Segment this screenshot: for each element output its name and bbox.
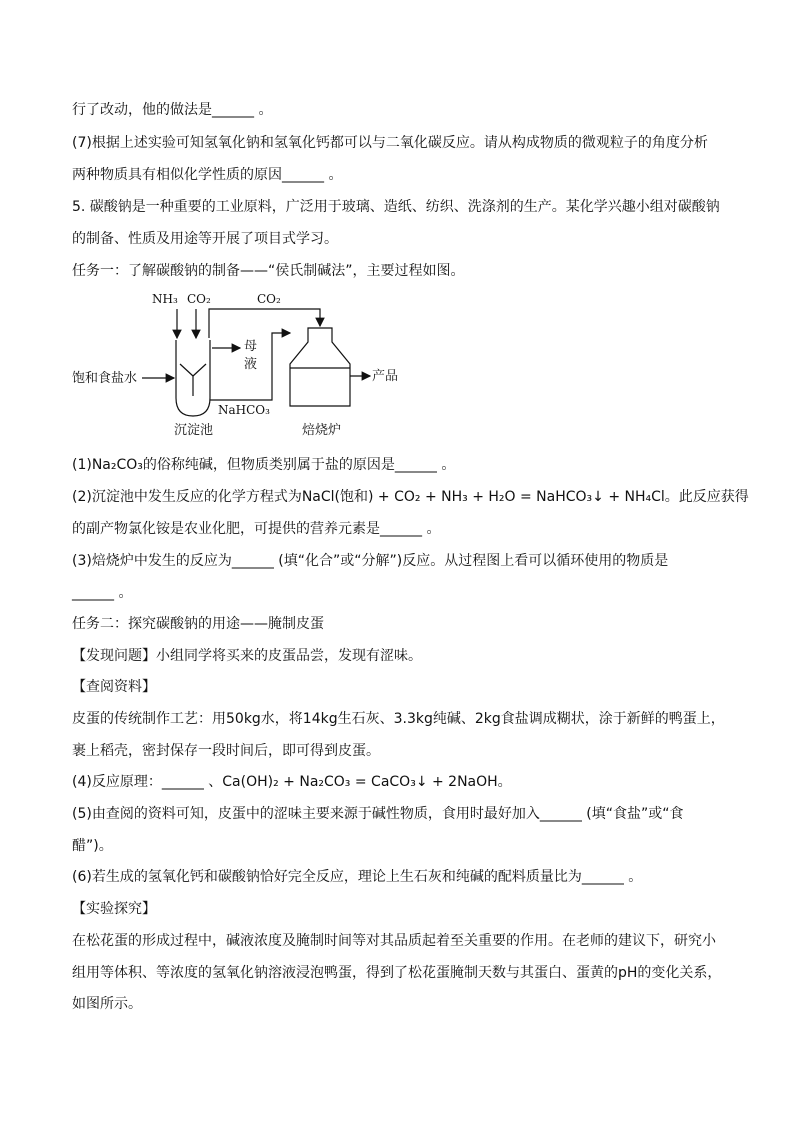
question-6: (6)若生成的氢氧化钙和碳酸钠恰好完全反应，理论上生石灰和纯碱的配料质量比为______ 。 (72, 869, 643, 885)
experiment-heading: 【实验探究】 (72, 901, 156, 917)
text-line: 的副产物氯化铵是农业化肥，可提供的营养元素是______ 。 (72, 521, 441, 537)
question-5: (5)由查阅的资料可知，皮蛋中的涩味主要来源于碱性物质，食用时最好加入______ (填“食盐”或“食 (72, 806, 684, 822)
text-line: 组用等体积、等浓度的氢氧化钠溶液浸泡鸭蛋，得到了松花蛋腌制天数与其蛋白、蛋黄的pH的变化关系， (72, 965, 722, 981)
text-line: 的制备、性质及用途等开展了项目式学习。 (72, 231, 338, 247)
text-line: ______ 。 (72, 585, 133, 601)
roasting-furnace (290, 328, 350, 406)
task-2-heading: 任务二：探究碳酸钠的用途——腌制皮蛋 (72, 616, 324, 632)
question-2: (2)沉淀池中发生反应的化学方程式为NaCl(饱和) + CO₂ + NH₃ + H₂O = NaHCO₃↓ + NH₄Cl。此反应获得 (72, 489, 749, 505)
brine-label: 饱和食盐水 (72, 371, 138, 386)
text-line: 裹上稻壳，密封保存一段时间后，即可得到皮蛋。 (72, 743, 380, 759)
discover-problem: 【发现问题】小组同学将买来的皮蛋品尝，发现有涩味。 (72, 648, 422, 664)
text-line: (7)根据上述实验可知氢氧化钠和氢氧化钙都可以与二氧化碳反应。请从构成物质的微观粒子的角度分析 (72, 135, 708, 151)
co2-recycle-arrow (209, 309, 320, 338)
text-line: 行了改动，他的做法是______ 。 (72, 102, 273, 118)
mother-liquor-label-1: 母 (244, 339, 258, 354)
mother-liquor-label-2: 液 (244, 357, 258, 372)
nahco3-label: NaHCO₃ (218, 403, 270, 417)
nh3-label: NH₃ (152, 292, 178, 306)
text-line: 皮蛋的传统制作工艺：用50kg水，将14kg生石灰、3.3kg纯碱、2kg食盐调成糊状，涂于新鲜的鸭蛋上， (72, 711, 725, 727)
reference-heading: 【查阅资料】 (72, 679, 156, 695)
settling-tank-label: 沉淀池 (174, 423, 214, 438)
question-5-intro: 5. 碳酸钠是一种重要的工业原料，广泛用于玻璃、造纸、纺织、洗涤剂的生产。某化学兴趣小组对碳酸钠 (72, 199, 720, 215)
question-4: (4)反应原理：______ 、Ca(OH)₂ + Na₂CO₃ = CaCO₃↓ + 2NaOH。 (72, 774, 512, 790)
text-line: 两种物质具有相似化学性质的原因______ 。 (72, 167, 343, 183)
hou-process-diagram (72, 288, 412, 443)
text-line: 醋”)。 (72, 838, 113, 854)
co2-top-label: CO₂ (257, 292, 281, 306)
product-label: 产品 (372, 369, 399, 384)
question-3: (3)焙烧炉中发生的反应为______ (填“化合”或“分解”)反应。从过程图上看可以循环使用的物质是 (72, 553, 669, 569)
text-line: 在松花蛋的形成过程中，碱液浓度及腌制时间等对其品质起着至关重要的作用。在老师的建议下，研究小 (72, 933, 716, 949)
task-1-heading: 任务一：了解碳酸钠的制备——“侯氏制碱法”，主要过程如图。 (72, 263, 465, 279)
text-line: 如图所示。 (72, 996, 142, 1012)
stirrer-icon (180, 364, 193, 376)
question-1: (1)Na₂CO₃的俗称纯碱，但物质类别属于盐的原因是______ 。 (72, 457, 456, 473)
co2-in-label: CO₂ (187, 292, 211, 306)
furnace-label: 焙烧炉 (302, 423, 342, 438)
